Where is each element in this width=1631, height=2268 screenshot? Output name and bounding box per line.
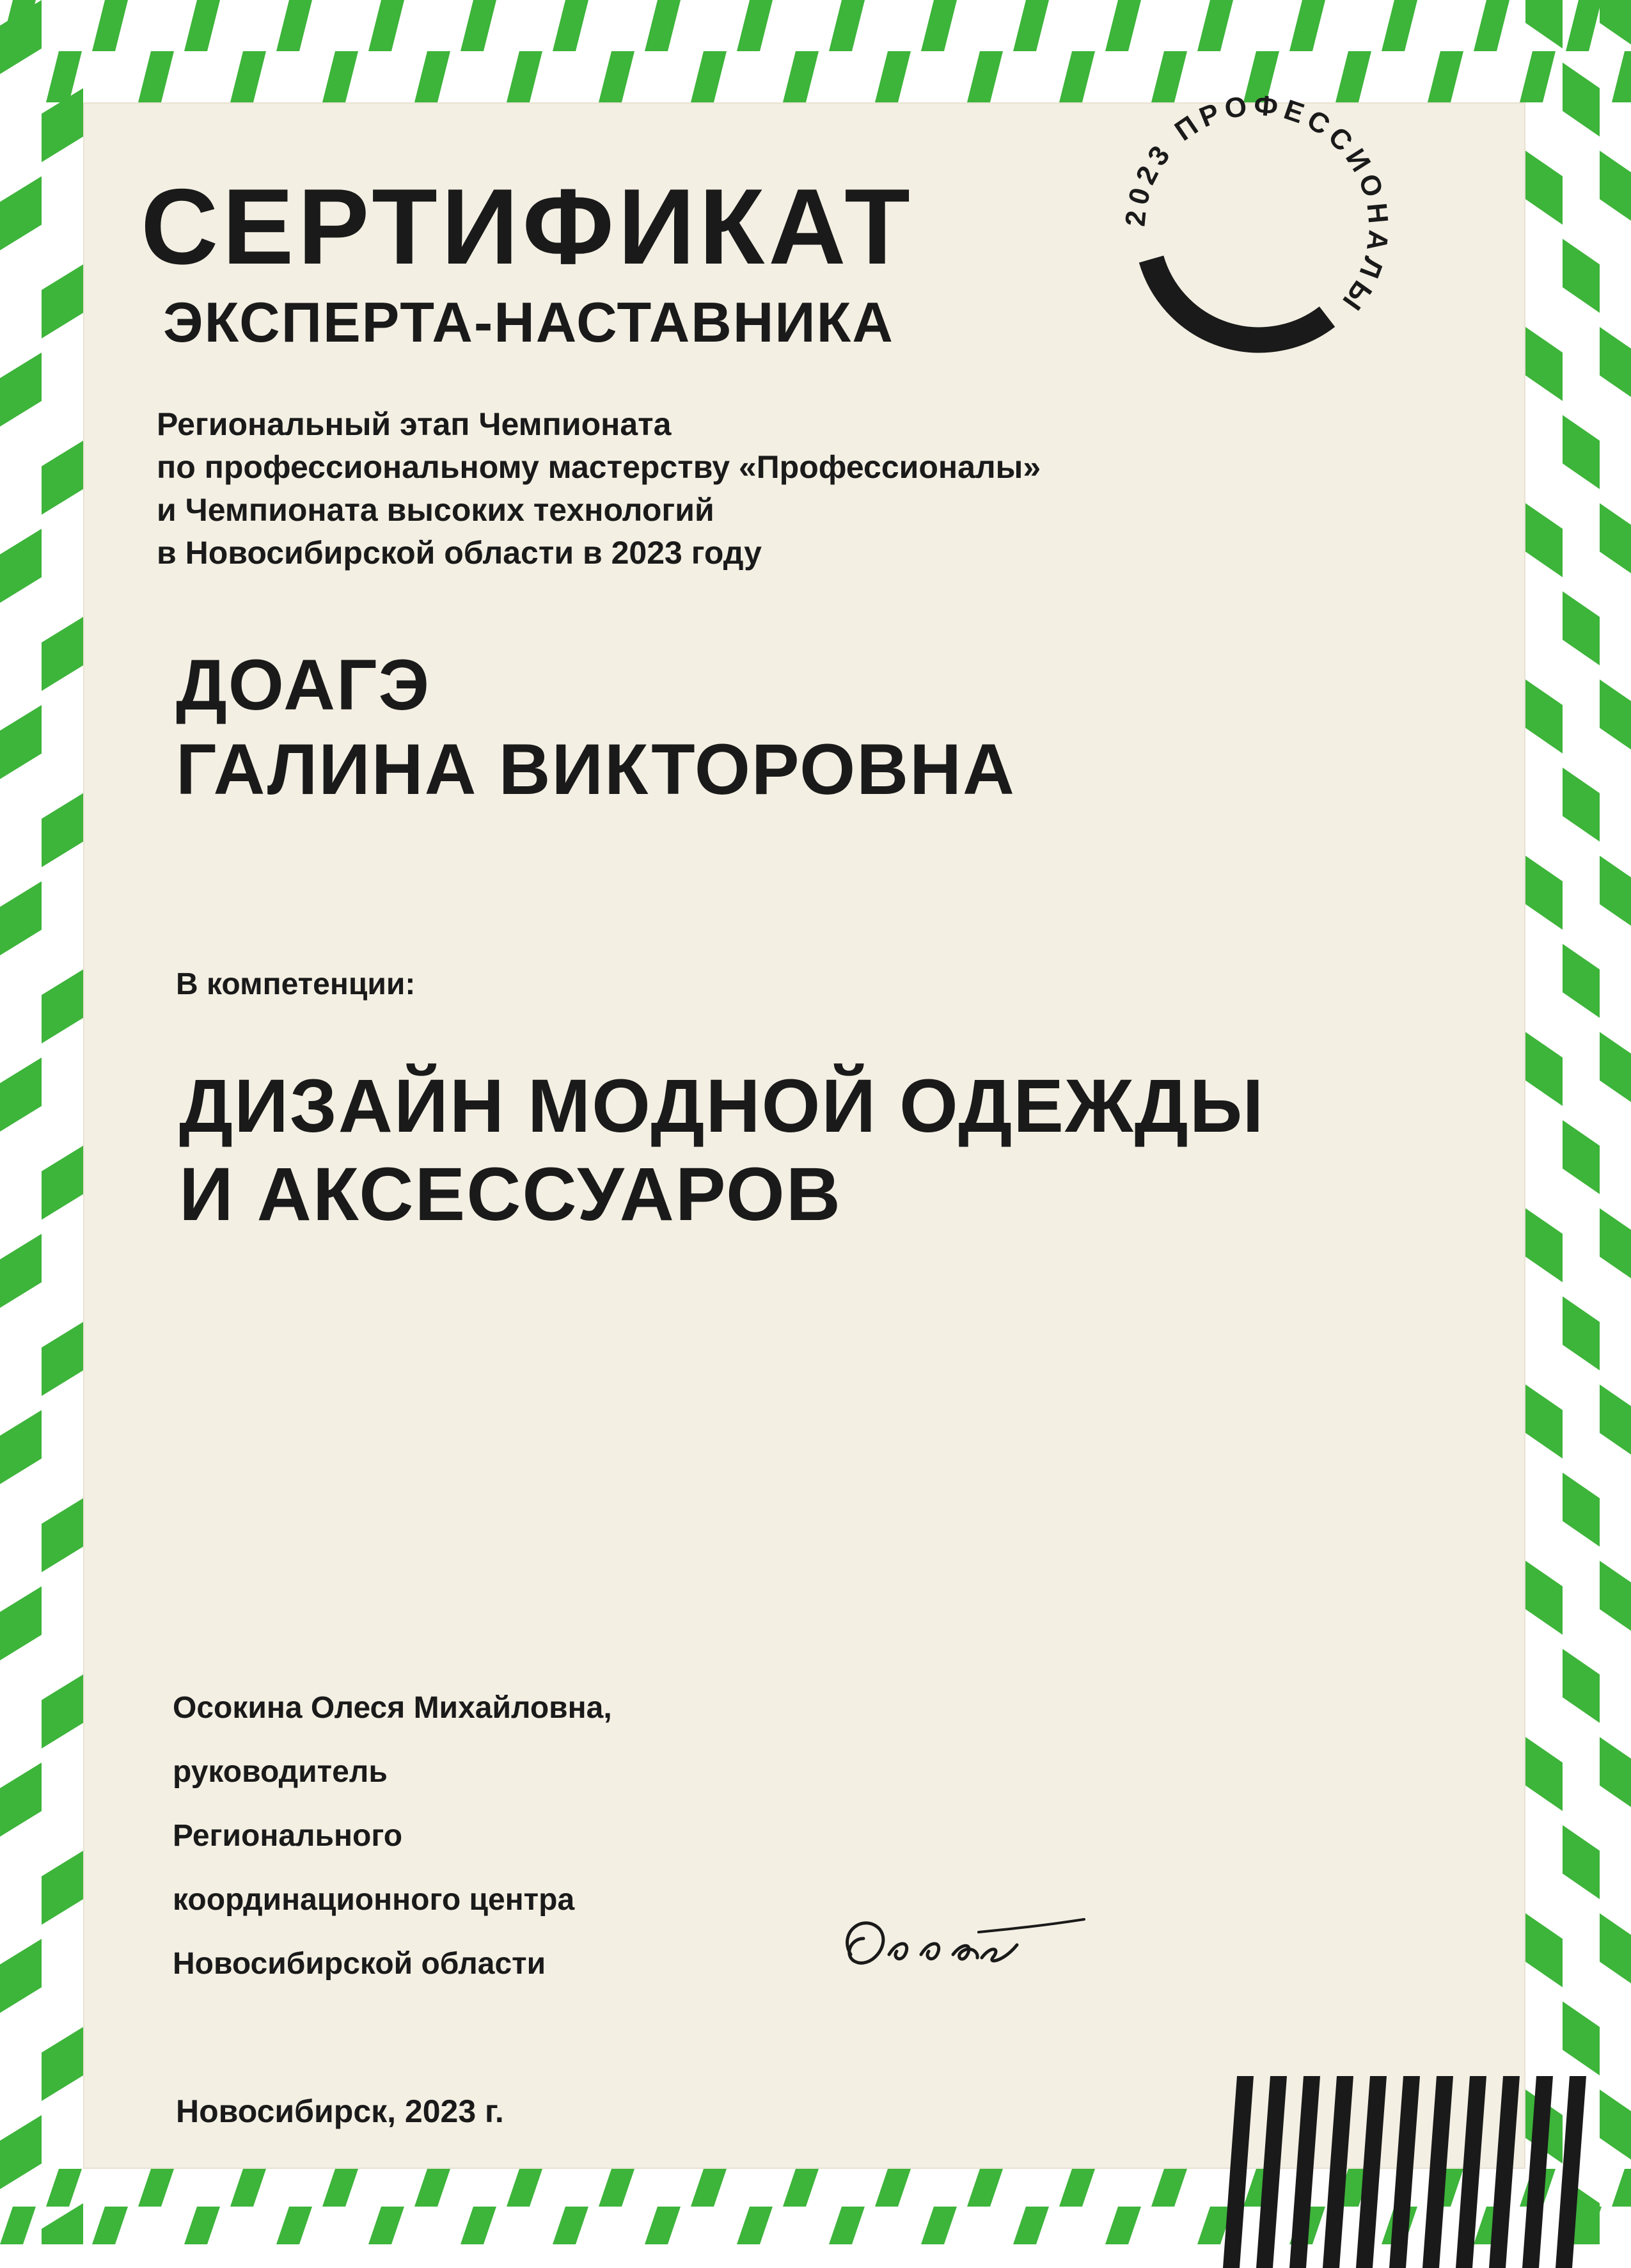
- recipient-surname: ДОАГЭ: [176, 645, 431, 725]
- border-check: [783, 51, 819, 102]
- border-check: [783, 2169, 819, 2207]
- border-check: [138, 51, 174, 102]
- border-check: [1525, 1209, 1563, 1283]
- black-stripe: [1223, 2076, 1254, 2268]
- black-stripe: [1256, 2076, 1287, 2268]
- border-check: [507, 51, 542, 102]
- border-check: [1525, 1914, 1563, 1988]
- border-check: [0, 705, 42, 779]
- border-check: [1563, 1296, 1600, 1370]
- event-line: и Чемпионата высоких технологий: [157, 492, 714, 528]
- black-stripe: [1456, 2076, 1486, 2268]
- border-check: [230, 51, 266, 102]
- border-check: [553, 2207, 588, 2244]
- border-check: [368, 0, 404, 51]
- border-check: [1563, 768, 1600, 842]
- border-check: [0, 1587, 42, 1661]
- border-check: [0, 1763, 42, 1837]
- border-check: [1525, 856, 1563, 930]
- event-description: [157, 403, 1041, 575]
- competence-label: В компетенции:: [176, 967, 416, 1001]
- event-line: Региональный этап Чемпионата: [157, 406, 672, 442]
- border-check: [276, 0, 312, 51]
- border-check: [184, 2207, 220, 2244]
- signer-line: Регионального: [173, 1819, 403, 1853]
- border-check: [0, 2207, 36, 2244]
- border-check: [1600, 1737, 1631, 1811]
- border-check: [829, 2207, 865, 2244]
- border-check: [461, 0, 496, 51]
- handwritten-signature: [825, 1894, 1094, 1996]
- border-check: [1600, 1914, 1631, 1988]
- border-check: [42, 441, 83, 515]
- border-check: [1525, 0, 1563, 49]
- competence-name: [179, 1062, 1265, 1239]
- border-check: [921, 0, 957, 51]
- black-stripe: [1422, 2076, 1453, 2268]
- border-check: [507, 2169, 542, 2207]
- border-check: [414, 51, 450, 102]
- competence-line: И АКСЕССУАРОВ: [179, 1152, 842, 1237]
- border-check: [599, 51, 634, 102]
- border-check: [42, 1851, 83, 1925]
- black-stripe: [1323, 2076, 1353, 2268]
- border-check: [1600, 0, 1631, 49]
- black-stripe: [1356, 2076, 1387, 2268]
- border-check: [138, 2169, 174, 2207]
- border-check: [1428, 51, 1463, 102]
- logo-text: 2023 ПРОФЕССИОНАЛЫ: [1119, 89, 1394, 320]
- event-line: в Новосибирской области в 2023 году: [157, 535, 762, 571]
- border-check: [1563, 2001, 1600, 2075]
- signer-line: руководитель: [173, 1755, 388, 1789]
- border-check: [1013, 2207, 1049, 2244]
- border-check: [1600, 1032, 1631, 1106]
- border-check: [691, 51, 727, 102]
- border-check: [42, 264, 83, 338]
- border-check: [1525, 1561, 1563, 1635]
- competence-line: ДИЗАЙН МОДНОЙ ОДЕЖДЫ: [179, 1064, 1265, 1148]
- border-check: [967, 2169, 1003, 2207]
- border-check: [1600, 151, 1631, 225]
- black-stripe: [1389, 2076, 1420, 2268]
- border-check: [1197, 0, 1233, 51]
- city-and-year: Новосибирск, 2023 г.: [176, 2093, 504, 2129]
- border-check: [184, 0, 220, 51]
- border-check: [0, 1058, 42, 1132]
- border-check: [1525, 327, 1563, 401]
- border-check: [322, 2169, 358, 2207]
- signer-line: Осокина Олеся Михайловна,: [173, 1691, 612, 1725]
- border-check: [1105, 0, 1141, 51]
- recipient-name: [176, 643, 1016, 812]
- border-check: [1600, 1209, 1631, 1283]
- border-check: [875, 51, 911, 102]
- border-check: [645, 0, 681, 51]
- border-check: [1013, 0, 1049, 51]
- border-check: [1474, 0, 1509, 51]
- border-check: [1563, 1120, 1600, 1194]
- border-check: [1600, 504, 1631, 578]
- border-check: [42, 969, 83, 1043]
- border-check: [1563, 1649, 1600, 1723]
- signer-block: [173, 1676, 612, 1996]
- border-check: [1059, 51, 1095, 102]
- border-check: [737, 2207, 773, 2244]
- border-check: [967, 51, 1003, 102]
- border-check: [1600, 327, 1631, 401]
- border-check: [42, 1322, 83, 1396]
- recipient-given-names: ГАЛИНА ВИКТОРОВНА: [176, 729, 1016, 809]
- border-check: [1600, 679, 1631, 754]
- signer-line: Новосибирской области: [173, 1947, 546, 1981]
- border-check: [0, 882, 42, 956]
- border-check: [42, 2203, 83, 2244]
- border-check: [1563, 591, 1600, 665]
- border-check: [0, 529, 42, 603]
- border-check: [42, 1674, 83, 1749]
- border-check: [42, 617, 83, 691]
- border-check: [1563, 1825, 1600, 1899]
- border-check: [1612, 51, 1631, 102]
- border-check: [42, 2027, 83, 2101]
- border-check: [0, 177, 42, 251]
- border-check: [645, 2207, 681, 2244]
- black-stripe: [1289, 2076, 1320, 2268]
- border-check: [42, 1498, 83, 1573]
- border-check: [1525, 504, 1563, 578]
- border-check: [1563, 1473, 1600, 1547]
- border-check: [599, 2169, 634, 2207]
- border-check: [414, 2169, 450, 2207]
- border-check: [1525, 1737, 1563, 1811]
- border-check: [276, 2207, 312, 2244]
- black-stripe: [1556, 2076, 1586, 2268]
- border-check: [92, 0, 128, 51]
- certificate-paper: [83, 102, 1525, 2169]
- border-check: [0, 1410, 42, 1484]
- border-check: [1525, 151, 1563, 225]
- certificate-subtitle: ЭКСПЕРТА-НАСТАВНИКА: [163, 290, 894, 354]
- decorative-black-stripes: [1222, 2076, 1605, 2268]
- border-check: [553, 0, 588, 51]
- border-check: [691, 2169, 727, 2207]
- border-check: [322, 51, 358, 102]
- professionaly-ring-logo-icon: [1097, 67, 1417, 387]
- border-check: [1382, 0, 1417, 51]
- border-check: [1612, 2169, 1631, 2207]
- border-check: [0, 1234, 42, 1308]
- black-stripe: [1522, 2076, 1553, 2268]
- border-check: [1525, 1384, 1563, 1459]
- border-check: [92, 2207, 128, 2244]
- border-check: [1520, 51, 1556, 102]
- border-check: [1566, 0, 1602, 51]
- border-check: [737, 0, 773, 51]
- signer-line: координационного центра: [173, 1883, 575, 1917]
- border-check: [875, 2169, 911, 2207]
- border-check: [1600, 856, 1631, 930]
- border-check: [1600, 1384, 1631, 1459]
- border-check: [1525, 1032, 1563, 1106]
- border-check: [1151, 2169, 1187, 2207]
- certificate-title: СЕРТИФИКАТ: [141, 166, 914, 287]
- border-check: [1563, 415, 1600, 489]
- border-check: [829, 0, 865, 51]
- border-check: [921, 2207, 957, 2244]
- border-check: [1525, 679, 1563, 754]
- border-check: [1059, 2169, 1095, 2207]
- border-check: [42, 1146, 83, 1220]
- border-check: [461, 2207, 496, 2244]
- black-stripe: [1489, 2076, 1520, 2268]
- border-check: [230, 2169, 266, 2207]
- border-check: [368, 2207, 404, 2244]
- border-check: [1600, 1561, 1631, 1635]
- border-check: [46, 2169, 82, 2207]
- border-check: [0, 2115, 42, 2189]
- border-check: [42, 793, 83, 868]
- border-check: [1105, 2207, 1141, 2244]
- border-check: [1563, 944, 1600, 1018]
- border-check: [0, 1939, 42, 2013]
- border-check: [1563, 239, 1600, 313]
- border-check: [1289, 0, 1325, 51]
- border-check: [1563, 63, 1600, 137]
- event-line: по профессиональному мастерству «Профессионалы»: [157, 449, 1041, 485]
- border-check: [0, 353, 42, 427]
